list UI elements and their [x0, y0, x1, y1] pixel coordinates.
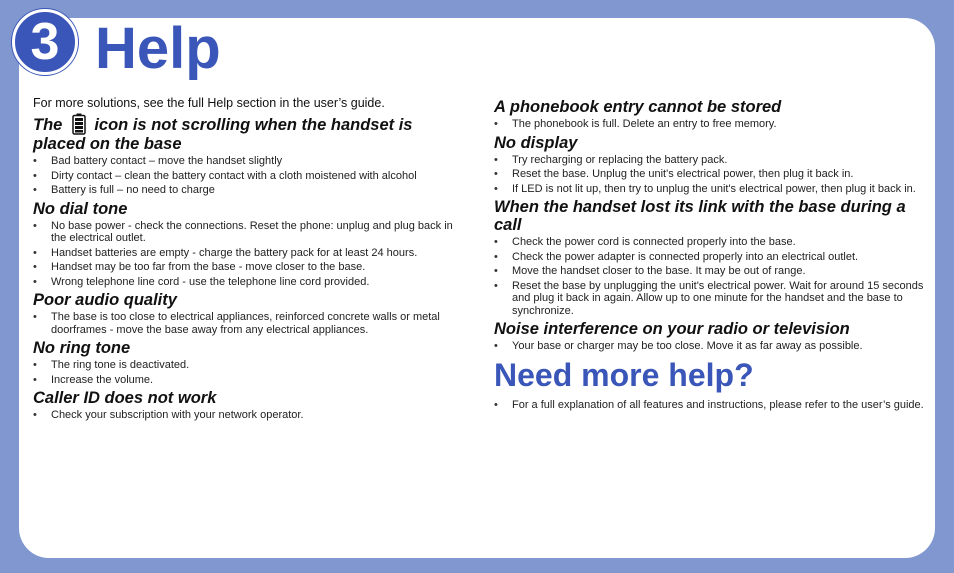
heading-text-before-icon: The [33, 116, 63, 134]
section-heading-poor-audio-quality: Poor audio quality [33, 291, 177, 309]
bullet-list [33, 409, 468, 422]
list-item: • Check the power cord is connected properly into the base. [494, 236, 924, 249]
list-item: • Check your subscription with your network operator. [33, 409, 468, 422]
section-heading-no-ring-tone: No ring tone [33, 339, 131, 357]
list-item: • The base is too close to electrical appliances, reinforced concrete walls or metal doorframes - move the base away from any electrical appliances. [33, 311, 468, 336]
list-item: • The ring tone is deactivated. [33, 359, 468, 372]
list-item: • Check the power adapter is connected properly into an electrical outlet. [494, 251, 924, 264]
list-item: • Move the handset closer to the base. It may be out of range. [494, 265, 924, 278]
bullet-list [494, 154, 924, 196]
bullet-list [33, 311, 468, 336]
list-item: • For a full explanation of all features and instructions, please refer to the user’s guide. [494, 399, 924, 412]
list-item: • If LED is not lit up, then try to unplug the unit's electrical power, then plug it back in. [494, 183, 924, 196]
bullet-list [494, 399, 924, 412]
list-item: • Bad battery contact – move the handset slightly [33, 155, 468, 168]
need-more-help-heading: Need more help? [494, 356, 754, 393]
bullet-list [494, 118, 924, 131]
bullet-list [33, 220, 468, 289]
list-item: • Battery is full – no need to charge [33, 184, 468, 197]
right-column [494, 96, 924, 414]
list-item: • Increase the volume. [33, 374, 468, 387]
section-heading-lost-link: When the handset lost its link with the base during a call [494, 198, 906, 234]
list-item: • No base power - check the connections. Reset the phone: unplug and plug back in the electrical outlet. [33, 220, 468, 245]
list-item: • Reset the base. Unplug the unit's electrical power, then plug it back in. [494, 168, 924, 181]
list-item: • Dirty contact – clean the battery contact with a cloth moistened with alcohol [33, 170, 468, 183]
section-heading-no-dial-tone: No dial tone [33, 199, 128, 218]
battery-icon [72, 113, 86, 135]
list-item: • Wrong telephone line cord - use the telephone line cord provided. [33, 276, 468, 289]
bullet-list [33, 359, 468, 386]
list-item: • Handset may be too far from the base - move closer to the base. [33, 261, 468, 274]
heading-text-after-icon: icon is not scrolling when the handset is placed on the base [33, 116, 413, 153]
list-item: • The phonebook is full. Delete an entry to free memory. [494, 118, 924, 131]
section-heading-no-display: No display [494, 133, 578, 152]
section-heading-noise-interference: Noise interference on your radio or television [494, 320, 850, 338]
bullet-list [33, 155, 468, 197]
chapter-number-badge: 3 [12, 9, 78, 75]
list-item: • Handset batteries are empty - charge the battery pack for at least 24 hours. [33, 247, 468, 260]
section-heading-caller-id: Caller ID does not work [33, 389, 217, 407]
list-item: • Try recharging or replacing the battery pack. [494, 154, 924, 167]
list-item: • Reset the base by unplugging the unit's electrical power. Wait for around 15 seconds and plug it back in again. Allow up to one minute for the handset and the base to synchronize. [494, 280, 924, 318]
section-heading-phonebook: A phonebook entry cannot be stored [494, 98, 782, 116]
list-item: • Your base or charger may be too close. Move it as far away as possible. [494, 340, 924, 353]
intro-text: For more solutions, see the full Help section in the user’s guide. [33, 96, 385, 110]
bullet-list [494, 236, 924, 317]
bullet-list [494, 340, 924, 353]
page-title: Help [95, 16, 221, 81]
section-heading-battery-icon [33, 113, 468, 153]
left-column [33, 96, 468, 425]
